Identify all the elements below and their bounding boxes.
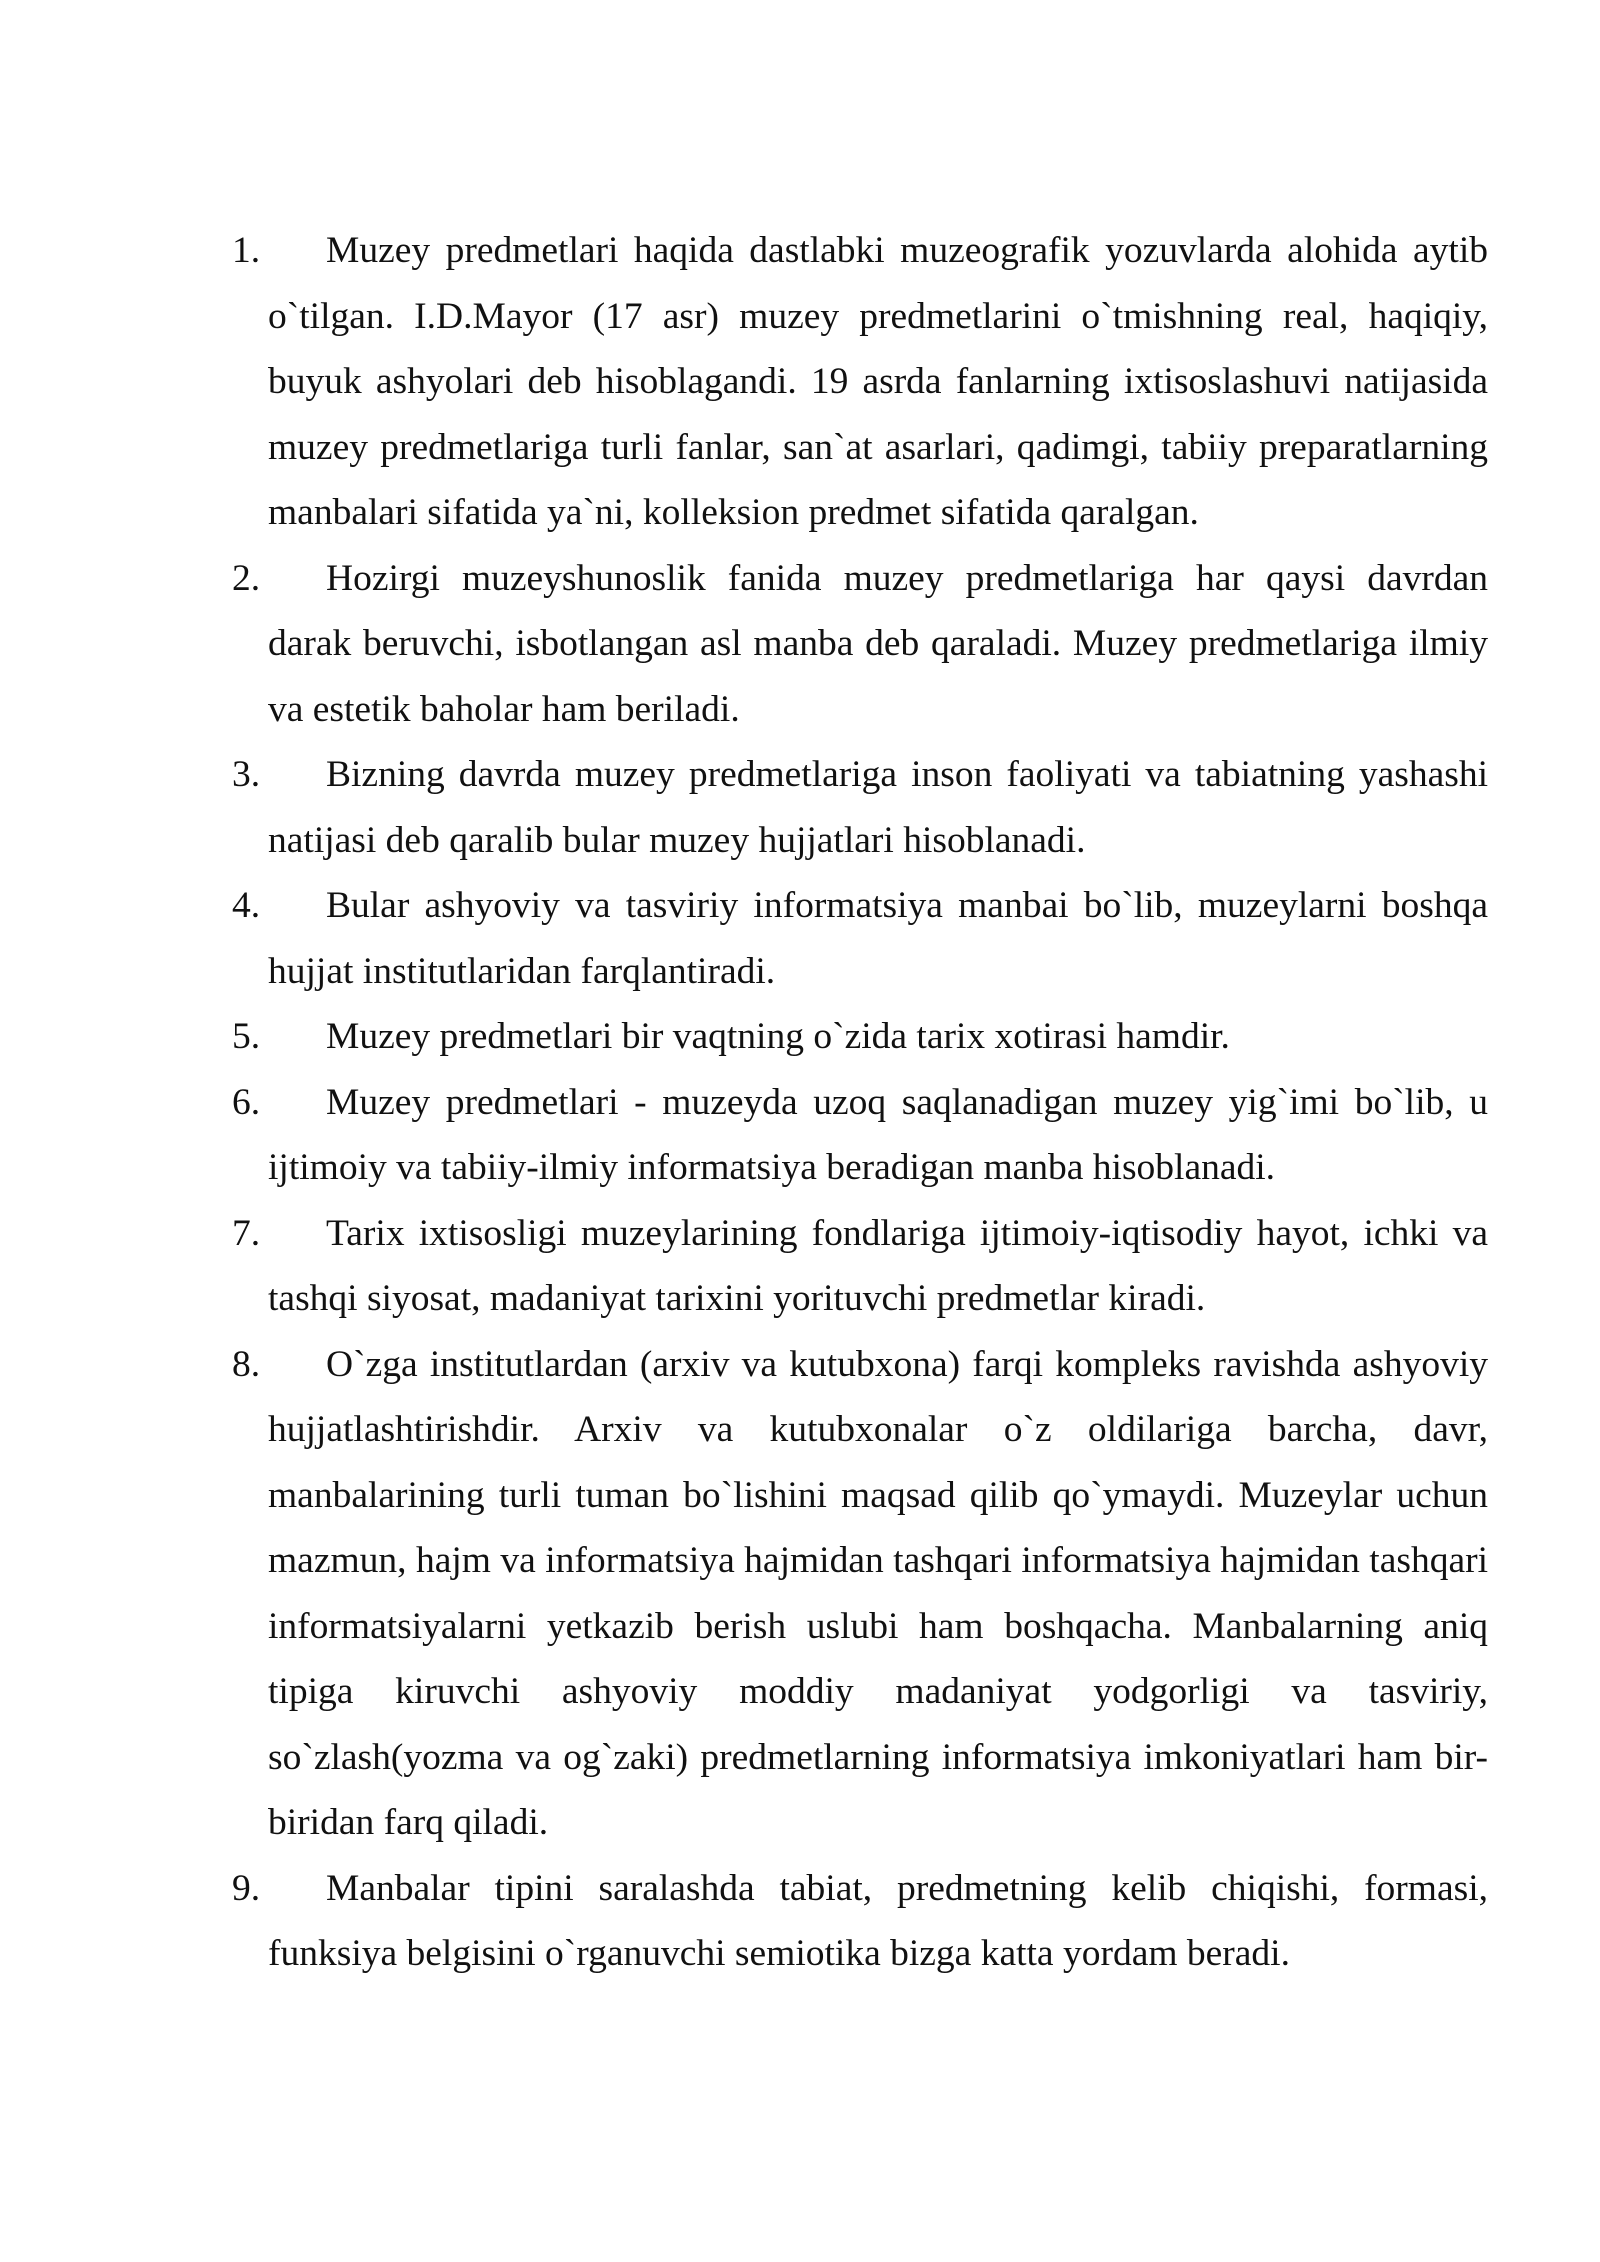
list-item-number: 1. [232,230,261,271]
list-item-number: 2. [232,557,261,599]
list-item-number: 8. [232,1343,261,1385]
list-item-text: Muzey predmetlari - muzeyda uzoq saqlanadigan muzey yig`imi bo`lib, u ijtimoiy va tabiiy-ilmiy informatsiya beradigan manba hisoblanadi. [268,1081,1488,1188]
list-item-number: 5. [232,1016,261,1057]
list-item [232,1070,1488,1201]
list-item-text: Hozirgi muzeyshunoslik fanida muzey predmetlariga har qaysi davrdan darak beruvchi, isbotlangan asl manba deb qaraladi. Muzey predmetlariga ilmiy va estetik baholar ham beriladi. [268,557,1488,730]
list-item [232,1004,1488,1070]
list-item-number: 7. [232,1212,261,1254]
list-item-text: Bular ashyoviy va tasviriy informatsiya manbai bo`lib, muzeylarni boshqa hujjat institutlaridan farqlantiradi. [268,885,1488,992]
list-item [232,873,1488,1004]
list-item-text: Manbalar tipini saralashda tabiat, predmetning kelib chiqishi, formasi, funksiya belgisini o`rganuvchi semiotika bizga katta yordam beradi. [268,1867,1488,1974]
list-item-text: Muzey predmetlari haqida dastlabki muzeografik yozuvlarda alohida aytib o`tilgan. I.D.Mayor (17 asr) muzey predmetlarini o`tmishning real, haqiqiy, buyuk ashyolari deb hisoblagandi. 19 asrda fanlarning ixtisoslashuvi natijasida muzey predmetlariga turli fanlar, san`at asarlari, qadimgi, tabiiy preparatlarning manbalari sifatida ya`ni, kolleksion predmet sifatida qaralgan. [268,230,1488,533]
list-item-text: Muzey predmetlari bir vaqtning o`zida tarix xotirasi hamdir. [326,1016,1230,1057]
list-item [232,1201,1488,1332]
list-item [232,1332,1488,1856]
list-item-text: O`zga institutlardan (arxiv va kutubxona) farqi kompleks ravishda ashyoviy hujjatlashtirishdir. Arxiv va kutubxonalar o`z oldilariga barcha, davr, manbalarining turli tuman bo`lishini maqsad qilib qo`ymaydi. Muzeylar uchun mazmun, hajm va informatsiya hajmidan tashqari informatsiya hajmidan tashqari informatsiyalarni yetkazib berish uslubi ham boshqacha. Manbalarning aniq tipiga kiruvchi ashyoviy moddiy madaniyat yodgorligi va tasviriy, so`zlash(yozma va og`zaki) predmetlarning informatsiya imkoniyatlari ham bir-biridan farq qiladi. [268,1343,1488,1843]
list-item-number: 6. [232,1081,261,1123]
list-item [232,218,1488,546]
numbered-list [232,218,1488,1987]
list-item [232,742,1488,873]
list-item [232,546,1488,743]
list-item-text: Bizning davrda muzey predmetlariga inson faoliyati va tabiatning yashashi natijasi deb qaralib bular muzey hujjatlari hisoblanadi. [268,754,1488,861]
list-item-number: 9. [232,1867,261,1909]
list-item-number: 3. [232,754,261,795]
list-item-text: Tarix ixtisosligi muzeylarining fondlariga ijtimoiy-iqtisodiy hayot, ichki va tashqi siyosat, madaniyat tarixini yorituvchi predmetlar kiradi. [268,1212,1488,1319]
list-item-number: 4. [232,885,261,926]
list-item [232,1856,1488,1987]
